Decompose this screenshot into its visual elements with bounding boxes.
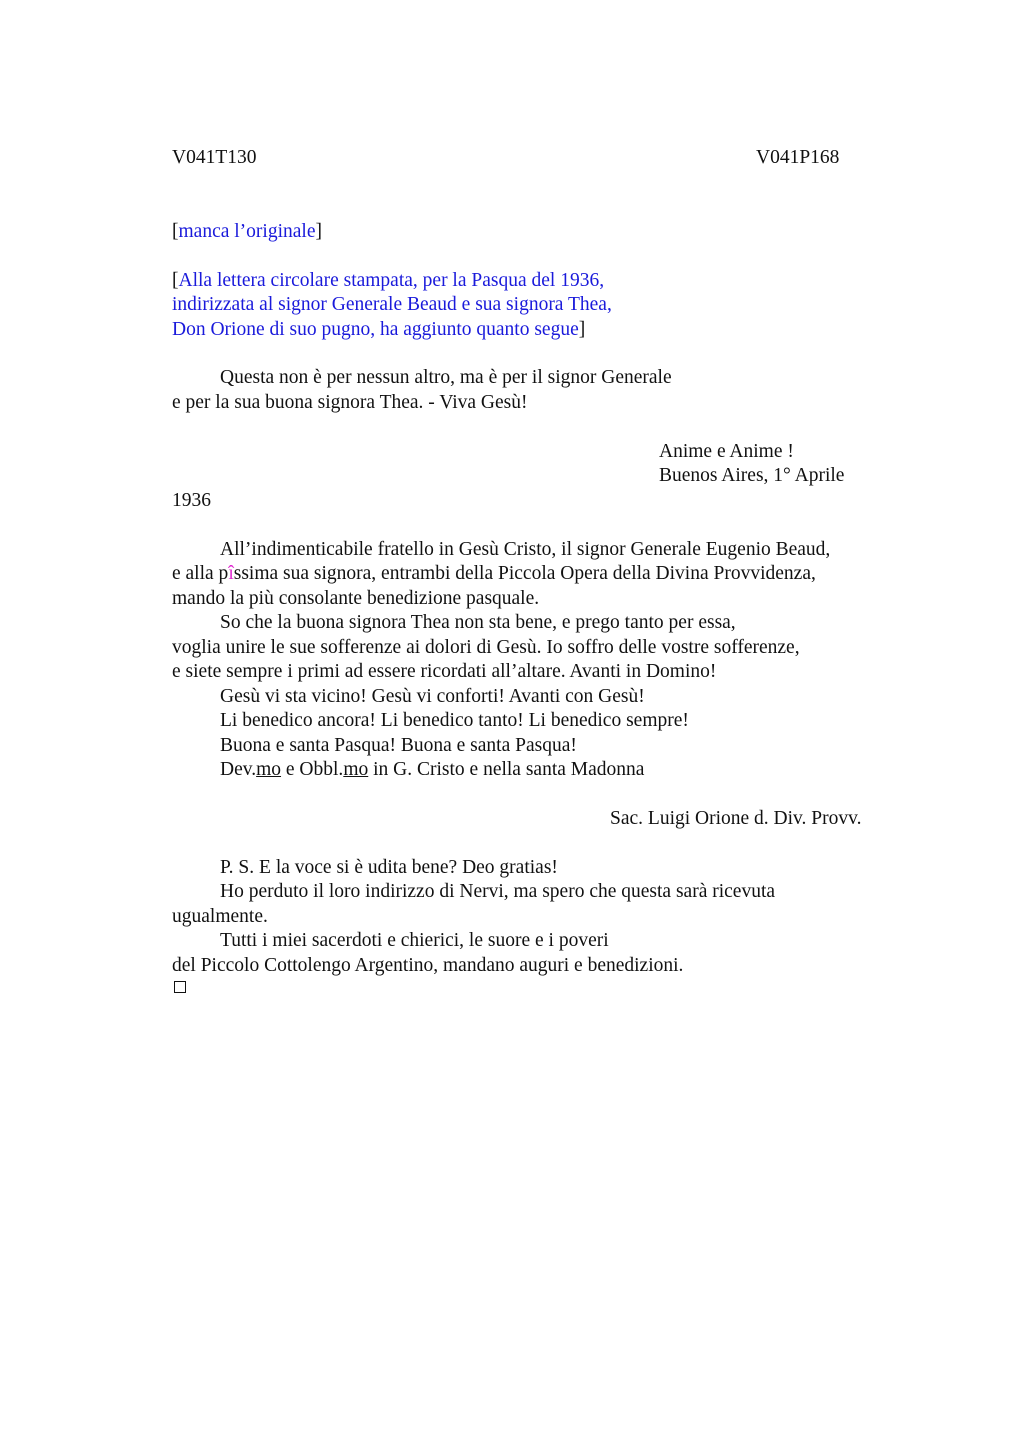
closing-formula: Dev.mo e Obbl.mo in G. Cristo e nella santa Madonna xyxy=(220,759,645,780)
postscript-line-2-cont: ugualmente. xyxy=(172,906,268,927)
header-left-code: V041T130 xyxy=(172,147,257,168)
body-line-2: e alla pîssima sua signora, entrambi della Piccola Opera della Divina Provvidenza, xyxy=(172,563,816,584)
body-line-6: e siete sempre i primi ad essere ricordati all’altare. Avanti in Domino! xyxy=(172,661,717,682)
body-line-5: voglia unire le sue sofferenze ai dolori di Gesù. Io soffro delle vostre sofferenze, xyxy=(172,637,800,658)
postscript-line-3-cont: del Piccolo Cottolengo Argentino, mandano auguri e benedizioni. xyxy=(172,955,684,976)
body-line-1: All’indimenticabile fratello in Gesù Cristo, il signor Generale Eugenio Beaud, xyxy=(220,539,831,560)
body-line-4: So che la buona signora Thea non sta bene, e prego tanto per essa, xyxy=(220,612,736,633)
dateline-motto: Anime e Anime ! xyxy=(659,441,794,462)
header-right-code: V041P168 xyxy=(756,147,840,168)
body-line-7: Gesù vi sta vicino! Gesù vi conforti! Avanti con Gesù! xyxy=(220,686,645,707)
end-square-icon xyxy=(174,981,186,993)
postscript-line-3: Tutti i miei sacerdoti e chierici, le suore e i poveri xyxy=(220,930,609,951)
editorial-note-line-3: Don Orione di suo pugno, ha aggiunto quanto segue] xyxy=(172,319,586,340)
editorial-note-missing-original: [manca l’originale] xyxy=(172,221,322,242)
dateline-place-date: Buenos Aires, 1° Aprile xyxy=(659,465,845,486)
dateline-year: 1936 xyxy=(172,490,211,511)
postscript-line-2: Ho perduto il loro indirizzo di Nervi, ma spero che questa sarà ricevuta xyxy=(220,881,776,902)
body-line-8: Li benedico ancora! Li benedico tanto! Li benedico sempre! xyxy=(220,710,689,731)
postscript-line-1: P. S. E la voce si è udita bene? Deo gratias! xyxy=(220,857,558,878)
intro-line-1: Questa non è per nessun altro, ma è per il signor Generale xyxy=(220,367,672,388)
editorial-note-line-2: indirizzata al signor Generale Beaud e sua signora Thea, xyxy=(172,294,612,315)
editorial-mark: î xyxy=(228,563,234,584)
editorial-note-line-1: [Alla lettera circolare stampata, per la Pasqua del 1936, xyxy=(172,270,605,291)
signature: Sac. Luigi Orione d. Div. Provv. xyxy=(610,808,862,829)
body-line-3: mando la più consolante benedizione pasquale. xyxy=(172,588,540,609)
editorial-note-text: manca l’originale xyxy=(178,221,316,242)
intro-line-2: e per la sua buona signora Thea. - Viva Gesù! xyxy=(172,392,528,413)
body-line-9: Buona e santa Pasqua! Buona e santa Pasqua! xyxy=(220,735,577,756)
